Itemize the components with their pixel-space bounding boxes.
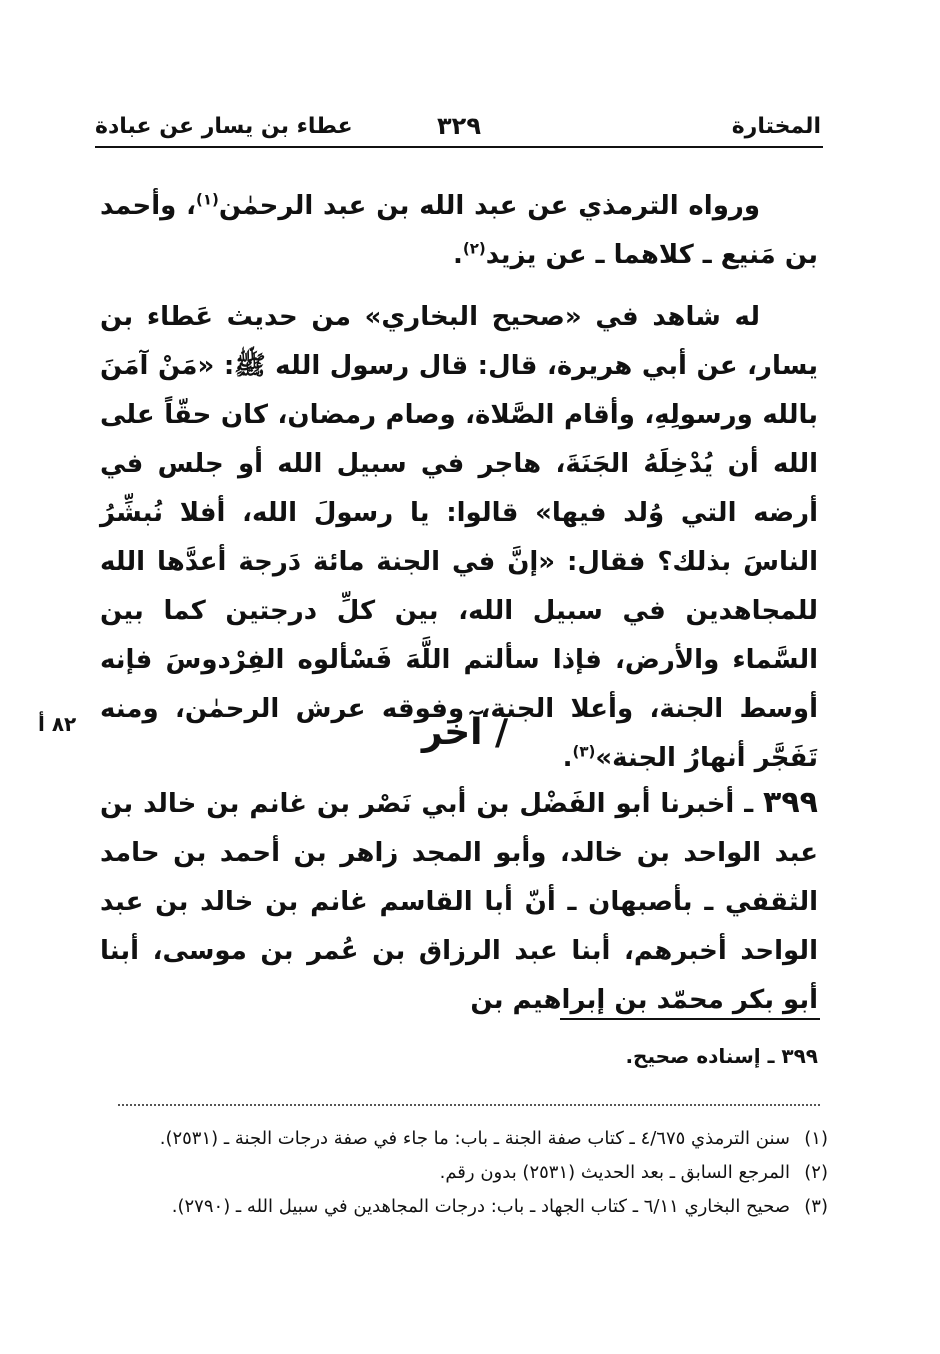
header-rule <box>95 146 823 148</box>
p1-text-end: . <box>452 240 463 270</box>
page-number: ٣٢٩ <box>437 112 481 140</box>
p2-text-end: . <box>562 743 573 773</box>
dotted-separator <box>118 1104 820 1106</box>
footnote-list <box>110 1122 828 1224</box>
footnote-3-number: (٣) <box>804 1196 828 1217</box>
hadith-number: ٣٩٩ <box>763 785 818 820</box>
section-heading: / آخر <box>421 712 509 753</box>
running-header <box>95 112 823 148</box>
footnote-1-number: (١) <box>804 1128 828 1149</box>
p1-text-start: ورواه الترمذي عن عبد الله بن عبد الرحمٰن <box>218 191 760 221</box>
footnote-grading: ٣٩٩ ـ إسناده صحيح. <box>625 1044 818 1068</box>
manuscript-folio-note: ٨٢ أ <box>38 712 77 736</box>
paragraph-tirmidhi <box>100 182 818 280</box>
footnote-1 <box>110 1122 828 1156</box>
book-title: المختارة <box>731 114 821 139</box>
paragraph-bukhari-witness <box>100 293 818 783</box>
hadith-chain-text: ـ أخبرنا أبو الفَضْل بن أبي نَصْر بن غانم بن خالد بن عبد الواحد بن خالد، وأبو المجد زاهر بن أحمد بن حامد الثقفي ـ بأصبهان ـ أنّ أبا القاسم غانم بن خالد بن عبد الواحد أخبرهم، أبنا عبد الرزاق بن عُمر بن موسى، أبنا أبو بكر محمّد بن إبراهيم بن <box>100 789 818 1015</box>
footnote-ref-2[interactable]: (٢) <box>462 239 486 258</box>
footnote-3-text: صحيح البخاري ٦/١١ ـ كتاب الجهاد ـ باب: درجات المجاهدين في سبيل الله ـ (٢٧٩٠). <box>171 1196 790 1217</box>
footnote-ref-1[interactable]: (١) <box>195 190 219 209</box>
p2-text: له شاهد في «صحيح البخاري» من حديث عَطاء بن يسار، عن أبي هريرة، قال: قال رسول الله ﷺ: «مَنْ آمَنَ بالله ورسولِهِ، وأقام الصَّلاة، وصام رمضان، كان حقّاً على الله أن يُدْخِلَهُ الجَنَةَ، هاجر في سبيل الله أو جلس في أرضه التي وُلد فيها» قالوا: يا رسولَ الله، أفلا نُبشِّرُ الناسَ بذلك؟ فقال: «إنَّ في الجنة مائة دَرجة أعدَّها الله للمجاهدين في سبيل الله، بين كلِّ درجتين كما بين السَّماء والأرض، فإذا سألتم اللَّهَ فَسْألوه الفِرْدوسَ فإنه أوسط الجنة، وأعلا الجنة، وفوقه عرش الرحمٰن، ومنه تَفَجَّر أنهارُ الجنة» <box>100 302 818 773</box>
chapter-title: عطاء بن يسار عن عبادة <box>95 114 353 139</box>
footnote-2-text: المرجع السابق ـ بعد الحديث (٢٥٣١) بدون رقم. <box>439 1162 790 1183</box>
footnote-2 <box>110 1156 828 1190</box>
footnote-3 <box>110 1190 828 1224</box>
footnote-ref-3[interactable]: (٣) <box>572 742 596 761</box>
footnote-1-text: سنن الترمذي ٤/٦٧٥ ـ كتاب صفة الجنة ـ باب: ما جاء في صفة درجات الجنة ـ (٢٥٣١). <box>159 1128 790 1149</box>
footnote-2-number: (٢) <box>804 1162 828 1183</box>
hadith-399 <box>100 778 818 1025</box>
footnote-separator <box>560 1018 820 1020</box>
p1-text-middle: ، وأحمد بن مَنيع ـ كلاهما ـ عن يزيد <box>100 191 818 270</box>
